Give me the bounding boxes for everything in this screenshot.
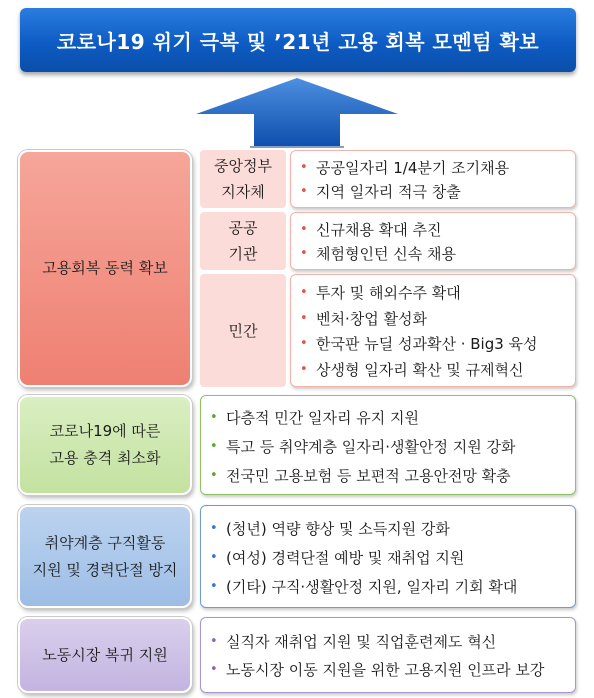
group-label-text: 고용회복 동력 확보 [42, 259, 168, 277]
group-label-labor-market-return [18, 617, 192, 693]
page-title: 코로나19 위기 극복 및 ’21년 고용 회복 모멘텀 확보 [56, 29, 540, 54]
list-item-text: 다층적 민간 일자리 유지 지원 [226, 409, 419, 427]
content-box-government [290, 150, 576, 208]
bullet-icon: • [300, 159, 308, 175]
sub-label-private [200, 274, 286, 387]
list-item-text: 체험형인턴 신속 채용 [316, 244, 456, 263]
bullet-icon: • [300, 310, 308, 326]
bullet-icon: • [210, 468, 218, 483]
list-item-text: (기타) 구직·생활안정 지원, 일자리 기회 확대 [226, 578, 518, 596]
list-item-text: 전국민 고용보험 등 보편적 고용안전망 확충 [226, 467, 511, 485]
list-item-text: 상생형 일자리 확산 및 규제혁신 [316, 360, 524, 379]
list-item [210, 543, 571, 572]
list-item [210, 627, 571, 655]
list-item [300, 217, 571, 241]
sub-label-text: 중앙정부 지자체 [214, 157, 272, 201]
list-item [210, 655, 571, 683]
list-item [300, 179, 571, 203]
list-item [300, 155, 571, 179]
list-item [210, 432, 571, 461]
sub-label-text: 공공 기관 [228, 219, 258, 263]
bullet-icon: • [210, 579, 218, 594]
content-box-public-institution [290, 212, 576, 270]
list-item [300, 280, 571, 306]
list-item [210, 403, 571, 432]
list-item-text: 공공일자리 1/4분기 조기채용 [316, 158, 510, 177]
content-box-shock-minimization [200, 395, 576, 495]
bullet-icon: • [300, 245, 308, 261]
list-item-text: 벤처·창업 활성화 [316, 309, 427, 328]
list-item-text: 실직자 재취업 지원 및 직업훈련제도 혁신 [226, 632, 497, 651]
bullet-icon: • [210, 410, 218, 425]
list-item [210, 461, 571, 490]
content-box-labor-market-return [200, 617, 576, 693]
bullet-icon: • [300, 221, 308, 237]
title-banner [20, 8, 576, 72]
upward-arrow-icon [190, 76, 404, 150]
bullet-icon: • [210, 661, 218, 677]
group-label-vulnerable-support [18, 505, 192, 608]
group-label-shock-minimization [18, 395, 192, 495]
bullet-icon: • [300, 183, 308, 199]
list-item-text: (청년) 역량 향상 및 소득지원 강화 [226, 520, 450, 538]
bullet-icon: • [300, 336, 308, 352]
group-label-text: 노동시장 복귀 지원 [42, 645, 168, 664]
group-label-text: 취약계층 구직활동 지원 및 경력단절 방지 [32, 533, 178, 579]
list-item-text: 투자 및 해외수주 확대 [316, 284, 461, 303]
sub-label-text: 민간 [228, 321, 258, 340]
list-item [300, 306, 571, 332]
sub-label-public-institution [200, 212, 286, 270]
list-item-text: (여성) 경력단절 예방 및 재취업 지원 [226, 549, 465, 567]
list-item [300, 331, 571, 357]
list-item [300, 357, 571, 383]
bullet-icon: • [210, 439, 218, 454]
list-item-text: 신규채용 확대 추진 [316, 220, 442, 239]
list-item-text: 특고 등 취약계층 일자리·생활안정 지원 강화 [226, 438, 516, 456]
group-label-text: 코로나19에 따른 고용 충격 최소화 [49, 422, 161, 467]
list-item [300, 241, 571, 265]
group-label-employment-recovery [18, 150, 192, 387]
bullet-icon: • [210, 550, 218, 565]
bullet-icon: • [300, 285, 308, 301]
content-box-private [290, 274, 576, 387]
bullet-icon: • [210, 633, 218, 649]
bullet-icon: • [300, 361, 308, 377]
content-box-vulnerable-support [200, 505, 576, 608]
list-item [210, 514, 571, 543]
sub-label-government [200, 150, 286, 208]
list-item-text: 지역 일자리 적극 창출 [316, 182, 461, 201]
list-item-text: 노동시장 이동 지원을 위한 고용지원 인프라 보강 [226, 660, 545, 679]
list-item-text: 한국판 뉴딜 성과확산 · Big3 육성 [316, 335, 538, 354]
list-item [210, 572, 571, 601]
bullet-icon: • [210, 521, 218, 536]
